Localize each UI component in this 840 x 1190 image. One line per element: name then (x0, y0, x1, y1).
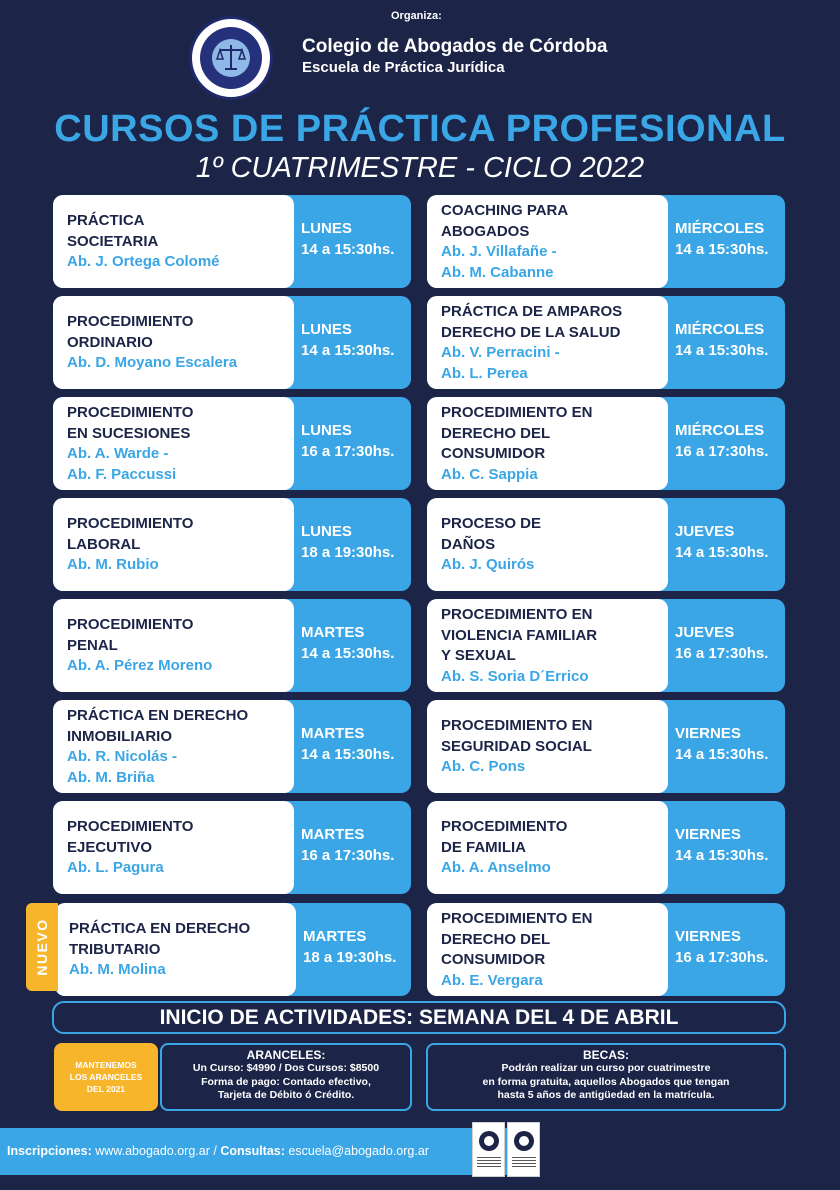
course-time: 14 a 15:30hs. (301, 240, 395, 258)
course-time: 14 a 15:30hs. (675, 745, 769, 763)
nuevo-badge (26, 903, 58, 991)
course-schedule (675, 219, 787, 260)
course-card (53, 397, 411, 490)
course-instructor: Ab. R. Nicolás - Ab. M. Briña (67, 748, 178, 786)
iram-certification-icon (472, 1122, 505, 1177)
nuevo-badge-label: NUEVO (34, 918, 50, 976)
certification-fineprint (512, 1157, 536, 1169)
course-card (55, 903, 411, 996)
course-card (53, 801, 411, 894)
scales-of-justice-icon (212, 39, 250, 77)
course-card (427, 903, 785, 996)
course-info-panel (53, 397, 294, 490)
course-info-panel (53, 801, 294, 894)
course-card (427, 599, 785, 692)
scholarships-box (426, 1043, 786, 1111)
fees-maintained-badge: MANTENEMOS LOS ARANCELES DEL 2021 (54, 1043, 158, 1111)
course-card (427, 296, 785, 389)
course-title: PROCESO DE DAÑOS (441, 515, 542, 553)
course-info-panel (427, 599, 668, 692)
organization-name: Colegio de Abogados de Córdoba (302, 36, 608, 57)
course-schedule (675, 724, 787, 765)
course-time: 16 a 17:30hs. (675, 442, 769, 460)
course-info-panel (53, 498, 294, 591)
course-time: 18 a 19:30hs. (303, 948, 397, 966)
course-info-panel (53, 195, 294, 288)
course-schedule (301, 623, 413, 664)
course-title: PROCEDIMIENTO ORDINARIO (67, 313, 194, 351)
course-instructor: Ab. A. Warde - Ab. F. Paccussi (67, 445, 177, 483)
course-card (53, 599, 411, 692)
course-schedule (675, 927, 787, 968)
scholarships-text: Podrán realizar un curso por cuatrimestre en forma gratuita, aquellos Abogados que tengan hasta 5 años de antigüedad en la matrícula. (482, 1062, 730, 1101)
course-title: PROCEDIMIENTO EN SEGURIDAD SOCIAL (441, 717, 593, 755)
colegio-seal-logo (189, 16, 273, 100)
course-day: JUEVES (675, 624, 735, 641)
course-info-panel (53, 700, 294, 793)
course-card (427, 498, 785, 591)
course-card (427, 195, 785, 288)
course-info-panel (427, 296, 668, 389)
course-day: VIERNES (675, 725, 741, 742)
start-date-banner: INICIO DE ACTIVIDADES: SEMANA DEL 4 DE ABRIL (52, 1001, 786, 1034)
course-title: PRÁCTICA DE AMPAROS DERECHO DE LA SALUD (441, 303, 623, 341)
course-schedule (675, 825, 787, 866)
certification-mark (514, 1131, 534, 1151)
course-card (53, 296, 411, 389)
course-instructor: Ab. V. Perracini - Ab. L. Perea (441, 344, 560, 382)
course-schedule (303, 927, 415, 968)
course-schedule (675, 623, 787, 664)
inscriptions-link[interactable]: www.abogado.org.ar (95, 1144, 210, 1158)
course-time: 14 a 15:30hs. (301, 341, 395, 359)
course-instructor: Ab. J. Villafañe - Ab. M. Cabanne (441, 243, 557, 281)
course-day: MARTES (301, 624, 365, 641)
course-instructor: Ab. E. Vergara (441, 971, 543, 989)
course-time: 16 a 17:30hs. (301, 442, 395, 460)
course-instructor: Ab. D. Moyano Escalera (67, 354, 238, 371)
organization-school: Escuela de Práctica Jurídica (302, 59, 505, 76)
course-instructor: Ab. S. Soria D´Errico (441, 667, 589, 685)
scholarships-title: BECAS: (582, 1048, 629, 1062)
course-time: 16 a 17:30hs. (675, 948, 769, 966)
consultas-email[interactable]: escuela@abogado.org.ar (288, 1144, 429, 1158)
course-info-panel (427, 195, 668, 288)
course-instructor: Ab. J. Ortega Colomé (67, 253, 220, 270)
page-title: CURSOS DE PRÁCTICA PROFESIONAL (54, 108, 786, 150)
course-instructor: Ab. J. Quirós (441, 556, 535, 573)
course-schedule (675, 320, 787, 361)
course-instructor: Ab. A. Pérez Moreno (67, 657, 213, 674)
course-info-panel (427, 903, 668, 996)
course-title: PROCEDIMIENTO EN SUCESIONES (67, 404, 194, 442)
header (0, 0, 840, 105)
course-info-panel (427, 700, 668, 793)
course-schedule (301, 522, 413, 563)
course-title: PRÁCTICA SOCIETARIA (67, 212, 159, 250)
course-title: PROCEDIMIENTO DE FAMILIA (441, 818, 568, 856)
course-title: PROCEDIMIENTO LABORAL (67, 515, 194, 553)
footer-contact (7, 1144, 429, 1158)
course-time: 16 a 17:30hs. (301, 846, 395, 864)
course-schedule (301, 219, 413, 260)
page-subtitle: 1º CUATRIMESTRE - CICLO 2022 (195, 152, 645, 184)
course-title: PRÁCTICA EN DERECHO TRIBUTARIO (69, 920, 251, 958)
course-schedule (301, 724, 413, 765)
course-card (53, 498, 411, 591)
course-title: PROCEDIMIENTO EN DERECHO DEL CONSUMIDOR (441, 910, 593, 968)
course-schedule (301, 421, 413, 462)
course-day: VIERNES (675, 928, 741, 945)
course-day: VIERNES (675, 826, 741, 843)
course-time: 14 a 15:30hs. (675, 846, 769, 864)
course-time: 16 a 17:30hs. (675, 644, 769, 662)
course-info-panel (53, 296, 294, 389)
course-day: JUEVES (675, 523, 735, 540)
course-day: MIÉRCOLES (675, 220, 765, 237)
certification-fineprint (477, 1157, 501, 1169)
course-info-panel (55, 903, 296, 996)
course-info-panel (427, 801, 668, 894)
course-day: MIÉRCOLES (675, 422, 765, 439)
consultas-label: Consultas: (220, 1144, 285, 1158)
course-instructor: Ab. C. Sappia (441, 465, 538, 483)
course-day: LUNES (301, 321, 352, 338)
course-time: 14 a 15:30hs. (301, 644, 395, 662)
organiza-label: Organiza: (391, 10, 442, 22)
course-card (427, 801, 785, 894)
course-title: PROCEDIMIENTO PENAL (67, 616, 194, 654)
iqnet-certification-icon (507, 1122, 540, 1177)
course-card (53, 195, 411, 288)
footer-separator: / (209, 1144, 221, 1158)
course-schedule (301, 825, 413, 866)
fees-box (160, 1043, 412, 1111)
course-time: 14 a 15:30hs. (301, 745, 395, 763)
course-instructor: Ab. C. Pons (441, 758, 526, 775)
course-day: MIÉRCOLES (675, 321, 765, 338)
course-time: 14 a 15:30hs. (675, 341, 769, 359)
course-info-panel (427, 397, 668, 490)
course-time: 18 a 19:30hs. (301, 543, 395, 561)
course-card (53, 700, 411, 793)
course-day: LUNES (301, 422, 352, 439)
footer-bar (0, 1128, 520, 1175)
course-instructor: Ab. A. Anselmo (441, 859, 551, 876)
course-day: MARTES (301, 725, 365, 742)
course-time: 14 a 15:30hs. (675, 543, 769, 561)
course-instructor: Ab. M. Rubio (67, 556, 159, 573)
course-day: MARTES (301, 826, 365, 843)
certification-mark (479, 1131, 499, 1151)
course-title: PRÁCTICA EN DERECHO INMOBILIARIO (67, 707, 249, 745)
course-title: PROCEDIMIENTO EN DERECHO DEL CONSUMIDOR (441, 404, 593, 462)
course-card (427, 397, 785, 490)
course-info-panel (427, 498, 668, 591)
course-schedule (301, 320, 413, 361)
course-card (427, 700, 785, 793)
course-title: PROCEDIMIENTO EN VIOLENCIA FAMILIAR Y SEXUAL (441, 606, 598, 664)
fees-title: ARANCELES: (246, 1048, 326, 1062)
course-day: LUNES (301, 523, 352, 540)
course-schedule (675, 522, 787, 563)
course-title: COACHING PARA ABOGADOS (441, 202, 569, 240)
course-time: 14 a 15:30hs. (675, 240, 769, 258)
course-day: MARTES (303, 928, 367, 945)
inscriptions-label: Inscripciones: (7, 1144, 92, 1158)
course-schedule (675, 421, 787, 462)
course-title: PROCEDIMIENTO EJECUTIVO (67, 818, 194, 856)
course-info-panel (53, 599, 294, 692)
course-instructor: Ab. L. Pagura (67, 859, 164, 876)
fees-text: Un Curso: $4990 / Dos Cursos: $8500 Forma de pago: Contado efectivo, Tarjeta de Débito ó Crédito. (192, 1062, 380, 1101)
course-instructor: Ab. M. Molina (69, 961, 166, 978)
course-day: LUNES (301, 220, 352, 237)
